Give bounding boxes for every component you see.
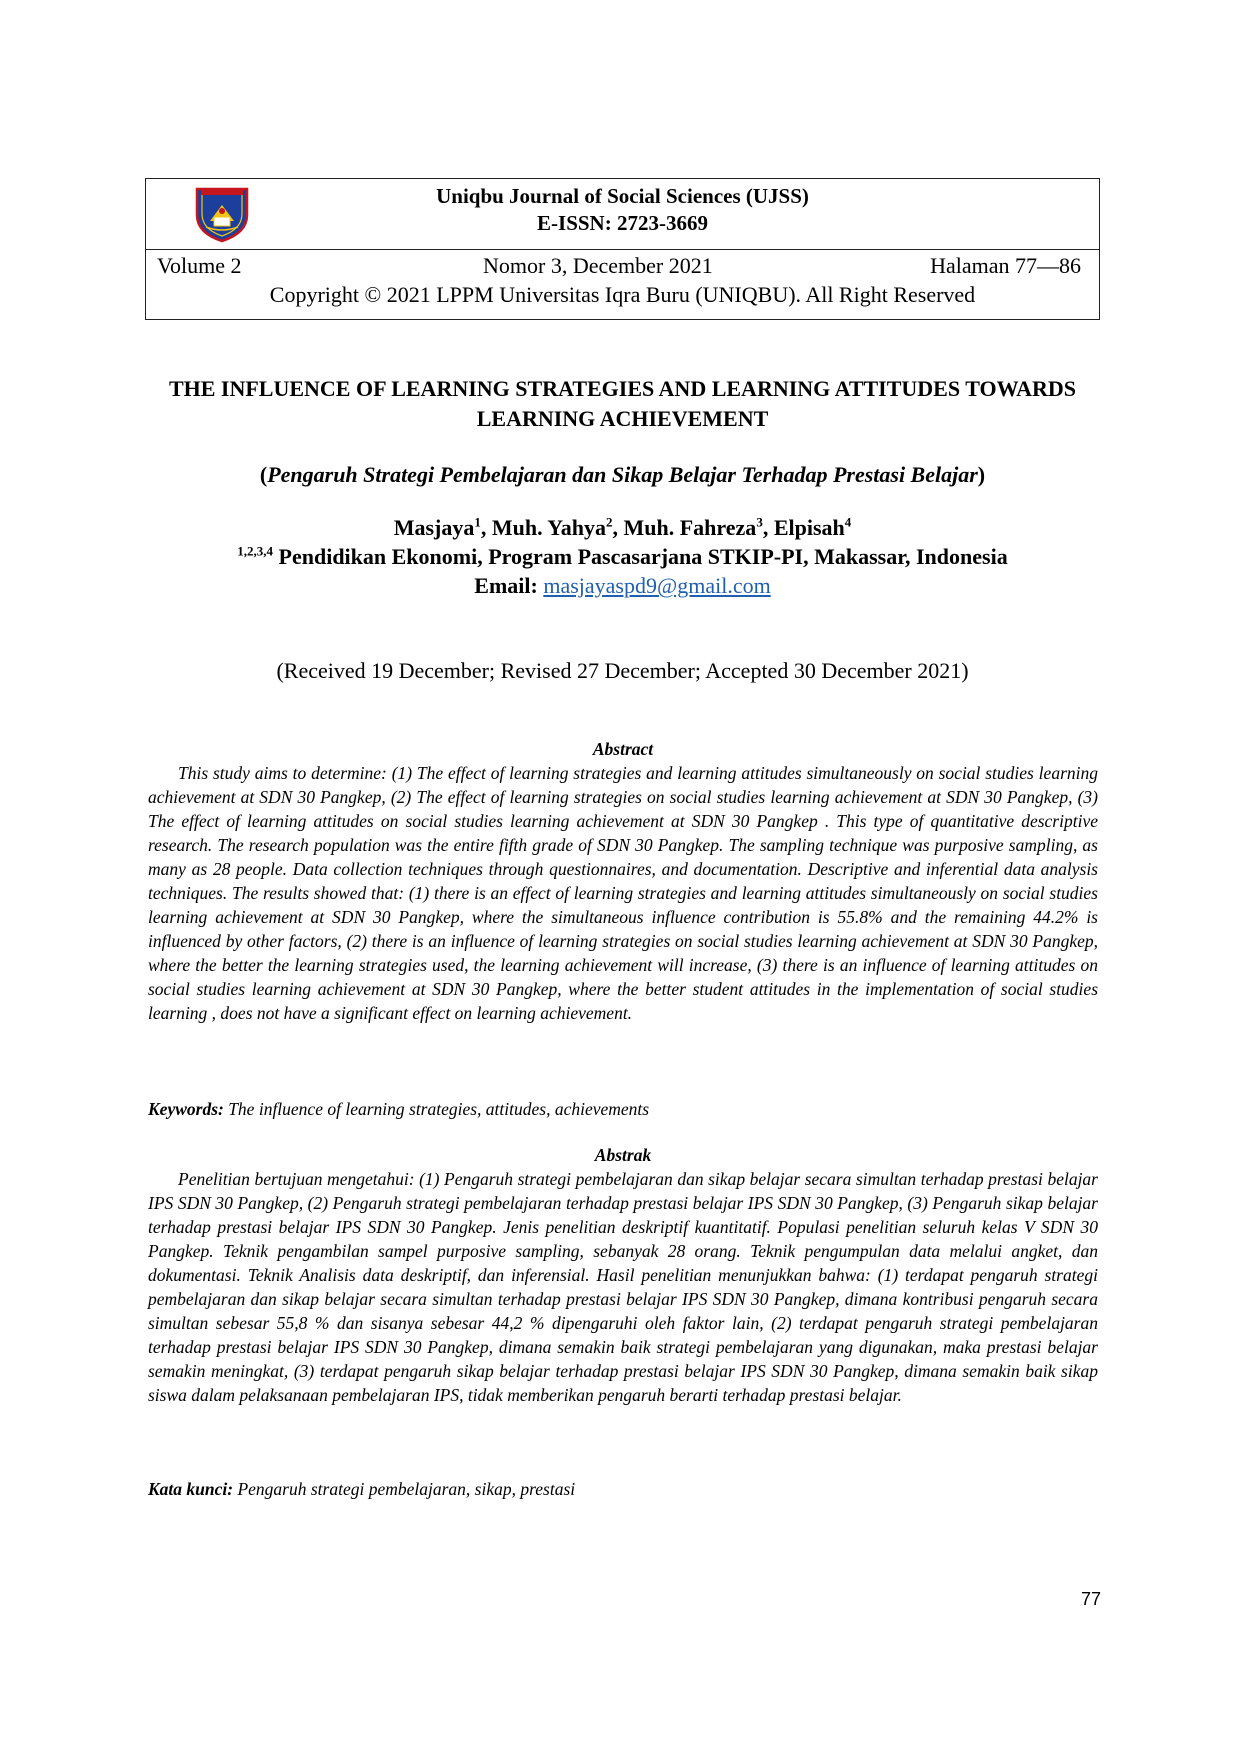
keywords-label: Keywords: xyxy=(148,1099,224,1119)
email-link[interactable]: masjayaspd9@gmail.com xyxy=(543,573,771,598)
paper-title-indonesian: (Pengaruh Strategi Pembelajaran dan Sikap Belajar Terhadap Prestasi Belajar) xyxy=(259,462,986,487)
author-affiliation xyxy=(145,543,1100,571)
journal-header xyxy=(145,178,1100,320)
kata-kunci xyxy=(148,1477,1098,1501)
author-sup: 3 xyxy=(756,514,763,530)
author-list: Masjaya$^1$, Muh. Yahya$^2$, Muh. Fahreza$^3$, Elpisah$^4$ xyxy=(393,514,852,540)
email-label: Email: xyxy=(474,573,538,598)
abstract-heading: Abstract xyxy=(592,739,654,759)
paper-title: THE INFLUENCE OF LEARNING STRATEGIES AND LEARNING ATTITUDES TOWARDS LEARNING ACHIEVEMENT xyxy=(168,376,1077,431)
abstrak-heading: Abstrak xyxy=(594,1145,652,1165)
paper-title-indonesian-text: Pengaruh Strategi Pembelajaran dan Sikap Belajar Terhadap Prestasi Belajar xyxy=(267,462,978,487)
journal-title: Uniqbu Journal of Social Sciences (UJSS) xyxy=(436,184,809,208)
journal-pages: Halaman 77—86 xyxy=(930,253,1081,278)
copyright-notice: Copyright © 2021 LPPM Universitas Iqra Buru (UNIQBU). All Right Reserved xyxy=(269,282,976,307)
author-name: Elpisah xyxy=(773,515,845,540)
author-email xyxy=(145,572,1100,600)
received-dates: (Received 19 December; Revised 27 December; Accepted 30 December 2021) xyxy=(276,658,969,683)
affiliation-text: Pendidikan Ekonomi, Program Pascasarjana STKIP-PI, Makassar, Indonesia xyxy=(278,544,1008,569)
page-number: 77 xyxy=(1080,1589,1101,1609)
journal-issue: Nomor 3, December 2021 xyxy=(483,253,713,278)
header-divider xyxy=(146,249,1099,250)
author-name: Masjaya xyxy=(393,515,475,540)
keywords xyxy=(148,1097,1098,1121)
journal-issn: E-ISSN: 2723-3669 xyxy=(537,211,708,235)
author-name: Muh. Yahya xyxy=(491,515,606,540)
kata-kunci-text: Pengaruh strategi pembelajaran, sikap, prestasi xyxy=(237,1479,576,1499)
keywords-text: The influence of learning strategies, attitudes, achievements xyxy=(228,1099,650,1119)
author-sup: 2 xyxy=(606,514,613,530)
author-sup: 4 xyxy=(844,514,852,530)
author-name: Muh. Fahreza xyxy=(623,515,757,540)
abstrak-body: Penelitian bertujuan mengetahui: (1) Pengaruh strategi pembelajaran dan sikap belajar secara simultan terhadap prestasi belajar IPS SDN 30 Pangkep, (2) Pengaruh strategi pembelajaran terhadap prestasi belajar IPS SDN 30 Pangkep, (3) Pengaruh sikap belajar terhadap prestasi belajar IPS SDN 30 Pangkep. Jenis penelitian deskriptif kuantitatif. Populasi penelitian seluruh kelas V SDN 30 Pangkep. Teknik pengambilan sampel purposive sampling, sebanyak 28 orang. Teknik pengumpulan data melalui angket, dan dokumentasi. Teknik Analisis data deskriptif, dan inferensial. Hasil penelitian menunjukkan bahwa: (1) terdapat pengaruh strategi pembelajaran dan sikap belajar secara simultan terhadap prestasi belajar IPS SDN 30 Pangkep, dimana kontribusi pengaruh secara simultan sebesar 55,8 % dan sisanya sebesar 44,2 % dipengaruhi oleh faktor lain, (2) terdapat pengaruh strategi pembelajaran terhadap prestasi belajar IPS SDN 30 Pangkep, dimana semakin baik strategi pembelajaran yang digunakan, maka prestasi belajar semakin meningkat, (3) terdapat pengaruh sikap belajar terhadap prestasi belajar IPS SDN 30 Pangkep, dimana semakin baik sikap siswa dalam pelaksanaan pembelajaran IPS, tidak memberikan pengaruh berarti terhadap prestasi belajar. xyxy=(148,1169,1098,1405)
author-sup: 1 xyxy=(474,514,481,530)
affiliation-sup: 1,2,3,4 xyxy=(237,543,274,559)
abstract-body: This study aims to determine: (1) The effect of learning strategies and learning attitudes simultaneously on social studies learning achievement at SDN 30 Pangkep, (2) The effect of learning strategies on social studies learning achievement at SDN 30 Pangkep, (3) The effect of learning attitudes on social studies learning achievement at SDN 30 Pangkep . This type of quantitative descriptive research. The research population was the entire fifth grade of SDN 30 Pangkep. The sampling technique was purposive sampling, as many as 28 people. Data collection techniques through questionnaires, and documentation. Descriptive and inferential data analysis techniques. The results showed that: (1) there is an effect of learning strategies and learning attitudes simultaneously on social studies learning achievement at SDN 30 Pangkep, where the simultaneous influence contribution is 55.8% and the remaining 44.2% is influenced by other factors, (2) there is an influence of learning strategies on social studies learning achievement at SDN 30 Pangkep, where the better the learning strategies used, the learning achievement will increase, (3) there is an influence of learning attitudes on social studies learning achievement at SDN 30 Pangkep, where the better student attitudes in the implementation of social studies learning , does not have a significant effect on learning achievement. xyxy=(148,763,1098,1023)
kata-kunci-label: Kata kunci: xyxy=(148,1479,234,1499)
journal-volume: Volume 2 xyxy=(157,253,242,278)
